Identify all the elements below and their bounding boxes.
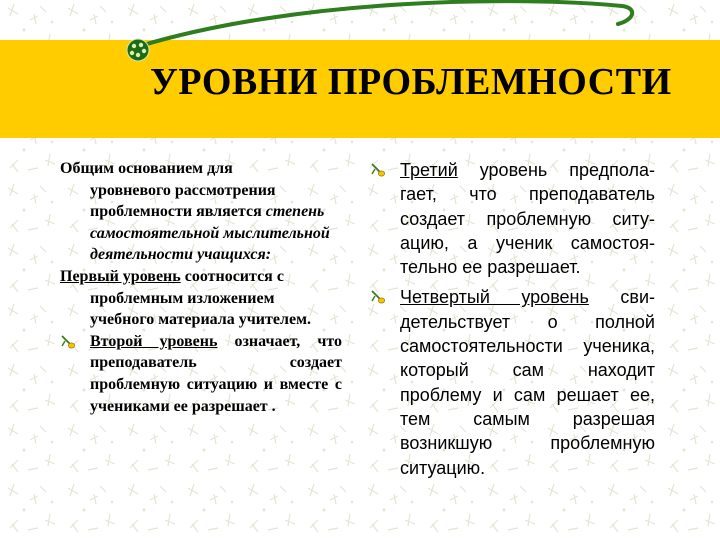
left-column: [60, 158, 342, 417]
leaf-bullet-icon: [370, 163, 386, 177]
leaf-bullet-icon: [370, 290, 386, 304]
level-4-text: сви-детельствует о полной самостоятельности ученика, который сам находит проблему и сам решает ее, тем самым разрешая возникшую проблемную ситуацию.: [400, 287, 655, 478]
right-column: [370, 158, 655, 480]
level-2-text: означает, что преподаватель создает проблемную ситуацию и вместе с учениками ее разрешает .: [90, 332, 342, 415]
decorative-arc: [140, 1, 632, 46]
intro-line-1: Общим основанием для: [60, 160, 233, 177]
green-orb-icon: [127, 39, 149, 61]
intro-italic: степень самостоятельной мыслительной деятельности учащихся:: [90, 203, 330, 264]
intro-paragraph: [60, 158, 342, 266]
level-3-text: уровень предпола-гает, что преподаватель создает проблемную ситу-ацию, а ученик самостоя-тельно ее разрешает.: [400, 160, 655, 278]
intro-line-2: уровневого рассмотрения проблемности является: [90, 181, 276, 221]
level-1-paragraph: [60, 266, 342, 331]
level-4-name: Четвертый уровень: [400, 287, 589, 308]
level-2-name: Второй уровень: [90, 332, 218, 350]
slide-title: УРОВНИ ПРОБЛЕМНОСТИ: [150, 61, 672, 103]
level-1-text: соотносится с: [180, 267, 284, 285]
level-4-item: [370, 285, 655, 479]
level-3-name: Третий: [400, 160, 458, 180]
level-3-item: [370, 158, 655, 279]
leaf-bullet-icon: [60, 335, 76, 349]
level-2-item: [60, 331, 342, 417]
level-1-continuation: проблемным изложением учебного материала учителем.: [90, 289, 311, 329]
level-1-name: Первый уровень: [60, 267, 181, 285]
